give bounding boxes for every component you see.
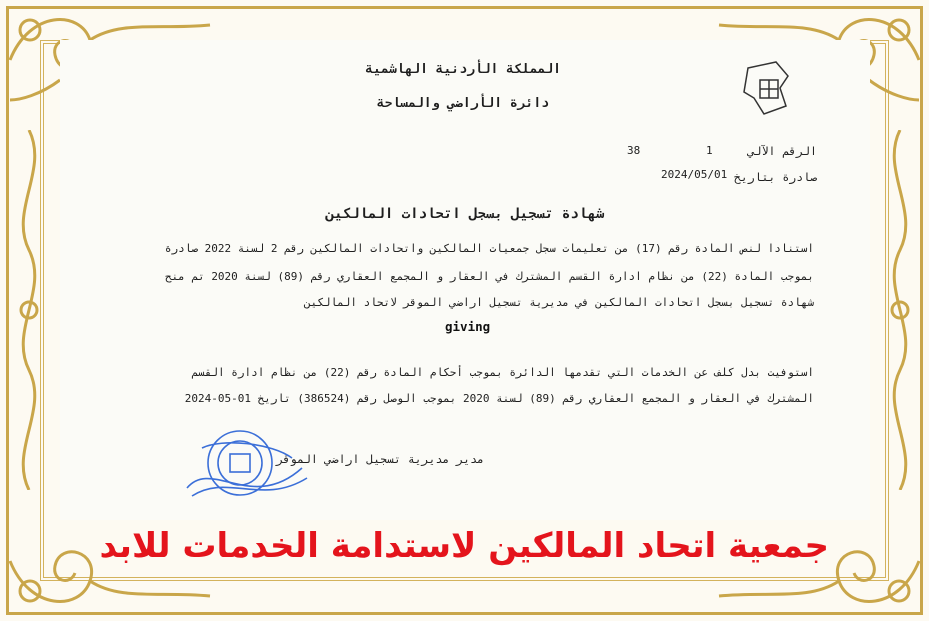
paragraph1-line3: شهادة تسجيل بسجل اتحادات المالكين في مديرية تسجيل اراضي الموقر لاتحاد المالكين <box>304 296 814 309</box>
paragraph1-line2: بموجب المادة (22) من نظام ادارة القسم المشترك في العقار و المجمع العقاري رقم (89) لسنة 2020 تم منح <box>164 270 814 283</box>
side-ornament-left-icon <box>4 130 54 490</box>
certificate-title: شهادة تسجيل بسجل اتحادات المالكين <box>325 206 604 222</box>
map-emblem-icon <box>728 58 808 120</box>
side-ornament-right-icon <box>875 130 925 490</box>
issued-date: 2024/05/01 <box>661 168 728 181</box>
department-logo <box>728 58 808 124</box>
paragraph2-line1: استوفيت بدل كلف عن الخدمات التي تقدمها الدائرة بموجب أحكام المادة رقم (22) من نظام ادارة القسم <box>191 366 814 379</box>
serial-label: الرقم الآلي <box>747 144 817 158</box>
header-department: دائرة الأراضي والمساحة <box>376 96 549 111</box>
paragraph1-line1: استنادا لنص المادة رقم (17) من تعليمات سجل جمعيات المالكين واتحادات المالكين رقم 2 لسنة 2022 صادرة <box>164 242 814 255</box>
association-banner: جمعية اتحاد المالكين لاستدامة الخدمات للابد <box>99 526 829 566</box>
signatory-title: مدير مديرية تسجيل اراضي الموقر <box>276 452 484 466</box>
serial-value-2: 38 <box>627 144 641 157</box>
issued-label: صادرة بتاريخ <box>733 170 817 184</box>
union-name-giving: giving <box>445 319 491 334</box>
serial-value-1: 1 <box>706 144 713 157</box>
header-kingdom: المملكة الأردنية الهاشمية <box>365 62 561 77</box>
paragraph2-line2: المشترك في العقار و المجمع العقاري رقم (89) لسنة 2020 بموجب الوصل رقم (386524) تاريخ 01-05-2024 <box>184 392 814 405</box>
